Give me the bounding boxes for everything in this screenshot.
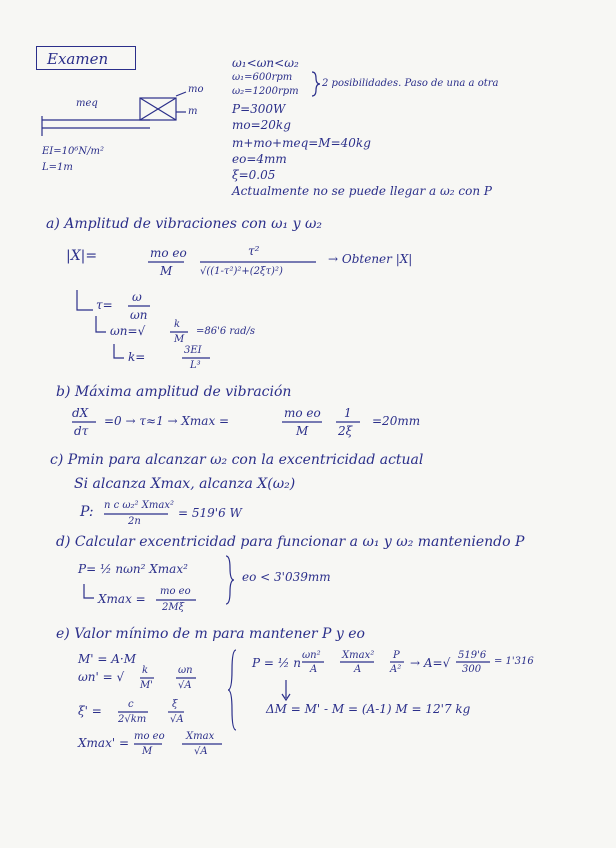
part-e-bullet3-num: c <box>128 699 134 710</box>
part-e-p-eq: P = ½ n <box>252 656 301 670</box>
part-a-wn-label: ωn=√ <box>110 324 146 338</box>
part-d-heading: d) Calcular excentricidad para funcionar a ω₁ y ω₂ manteniendo P <box>56 534 525 550</box>
part-e-bullet2-lhs: ωn' = √ <box>78 670 125 684</box>
part-e-a-den: 300 <box>462 664 482 675</box>
part-e-bullet2-rhs-num: ωn <box>178 665 193 676</box>
part-e-a-value: = 1'316 <box>494 656 534 667</box>
given-possibilities: 2 posibilidades. Paso de una a otra <box>322 78 499 89</box>
part-a-heading: a) Amplitud de vibraciones con ω₁ y ω₂ <box>46 216 322 232</box>
part-e-bullet3-lhs: ξ' = <box>78 704 102 718</box>
part-a-k-label: k= <box>128 350 146 364</box>
part-e-bullet4-num: mo eo <box>134 731 165 742</box>
part-b-frac1-den: M <box>296 424 309 438</box>
part-d-xmax-den: 2Mξ <box>162 602 185 613</box>
d-arrow <box>84 584 94 598</box>
part-c-p-value: = 519'6 W <box>178 506 242 520</box>
part-a-wn-value: =86'6 rad/s <box>196 326 256 337</box>
part-a-frac1-den: M <box>160 264 173 278</box>
part-e-delta-m: ΔM = M' - M = (A-1) M = 12'7 kg <box>266 702 471 716</box>
part-c-line2: Si alcanza Xmax, alcanza X(ω₂) <box>74 476 296 492</box>
part-e-p-f2-den: A <box>354 664 362 675</box>
diagram-length-label: L=1m <box>42 162 73 173</box>
part-e-p-f3-num: P <box>393 650 400 661</box>
part-b-deriv-num: dX <box>72 406 89 420</box>
part-a-result: → Obtener |X| <box>328 252 413 266</box>
given-w2: ω₂=1200rpm <box>232 86 299 97</box>
part-e-p-f3-den: A² <box>390 664 402 675</box>
part-a-frac1-num: mo eo <box>150 246 187 260</box>
e-brace <box>228 650 236 730</box>
part-b-eq: =0 → τ≈1 → Xmax = <box>104 414 230 428</box>
part-e-p-f2-num: Xmax² <box>342 650 375 661</box>
part-e-bullet2-den: M' <box>140 680 153 691</box>
part-e-p-f1-num: ωn² <box>302 650 321 661</box>
part-e-bullet4-den: M <box>142 746 153 757</box>
part-c-p-label: P: <box>80 504 94 520</box>
part-e-bullet3-rhs-den: √A <box>170 714 184 725</box>
part-e-p-f1-den: A <box>310 664 318 675</box>
page-title: Examen <box>47 50 109 68</box>
part-e-bullet2-rhs-den: √A <box>178 680 192 691</box>
given-mo: mo=20kg <box>232 118 291 132</box>
part-a-frac2-num: τ² <box>248 244 260 258</box>
part-b-frac1-num: mo eo <box>284 406 321 420</box>
part-e-bullet4-lhs: Xmax' = <box>78 736 130 750</box>
part-a-wn-den: M <box>174 334 185 345</box>
part-d-xmax-num: mo eo <box>160 586 191 597</box>
part-b-frac2-num: 1 <box>344 406 352 420</box>
part-a-tau-label: τ= <box>96 298 113 312</box>
part-c-p-den: 2n <box>128 516 141 527</box>
given-eo: eo=4mm <box>232 152 287 166</box>
part-c-p-num: n c ω₂² Xmax² <box>104 500 174 511</box>
part-e-a-num: 519'6 <box>458 650 487 661</box>
part-d-eq1: P= ½ nωn² Xmax² <box>78 562 188 576</box>
given-note: Actualmente no se puede llegar a ω₂ con P <box>232 184 492 198</box>
part-a-frac2-den: √((1-τ²)²+(2ξτ)²) <box>200 266 283 277</box>
part-c-heading: c) Pmin para alcanzar ω₂ con la excentricidad actual <box>50 452 424 468</box>
part-e-a-eq: → A=√ <box>410 656 451 670</box>
part-a-tau-num: ω <box>132 290 142 304</box>
part-e-bullet3-rhs-num: ξ <box>172 699 178 710</box>
part-e-bullet4-rhs-num: Xmax <box>186 731 215 742</box>
part-d-result: eo < 3'039mm <box>242 570 331 584</box>
given-power: P=300W <box>232 102 286 116</box>
part-a-k-den: L³ <box>190 360 201 371</box>
part-e-bullet2-num: k <box>142 665 149 676</box>
part-a-k-num: 3EI <box>184 345 202 356</box>
part-a-tau-den: ωn <box>130 308 148 322</box>
a-arrow3 <box>114 344 124 358</box>
part-d-xmax-label: Xmax = <box>98 592 146 606</box>
given-xi: ξ=0.05 <box>232 168 276 182</box>
part-e-bullet3-den: 2√km <box>118 714 147 725</box>
part-a-wn-num: k <box>174 319 181 330</box>
part-b-deriv-den: dτ <box>74 424 89 438</box>
given-freq-order: ω₁<ωn<ω₂ <box>232 56 299 70</box>
brace-w <box>312 72 320 96</box>
diagram-mo-label: mo <box>188 84 204 95</box>
part-a-lhs: |X|= <box>66 248 98 264</box>
e-down-arrow <box>282 680 290 700</box>
diagram-ei-label: EI=10⁶N/m² <box>42 146 104 157</box>
part-e-bullet4-rhs-den: √A <box>194 746 208 757</box>
diagram-m-label: m <box>188 106 198 117</box>
given-mass-sum: m+mo+meq=M=40kg <box>232 136 371 150</box>
part-b-frac2-den: 2ξ <box>338 424 353 438</box>
part-b-result: =20mm <box>372 414 421 428</box>
diagram-meq-label: meq <box>76 98 98 109</box>
title-box <box>36 46 136 70</box>
part-e-bullet1: M' = A·M <box>78 652 137 666</box>
a-arrow1 <box>77 290 93 310</box>
mo-pointer <box>176 92 186 96</box>
given-w1: ω₁=600rpm <box>232 72 293 83</box>
part-b-heading: b) Máxima amplitud de vibración <box>56 384 292 400</box>
d-brace <box>226 556 234 604</box>
a-arrow2 <box>96 316 106 332</box>
part-e-heading: e) Valor mínimo de m para mantener P y eo <box>56 626 365 642</box>
